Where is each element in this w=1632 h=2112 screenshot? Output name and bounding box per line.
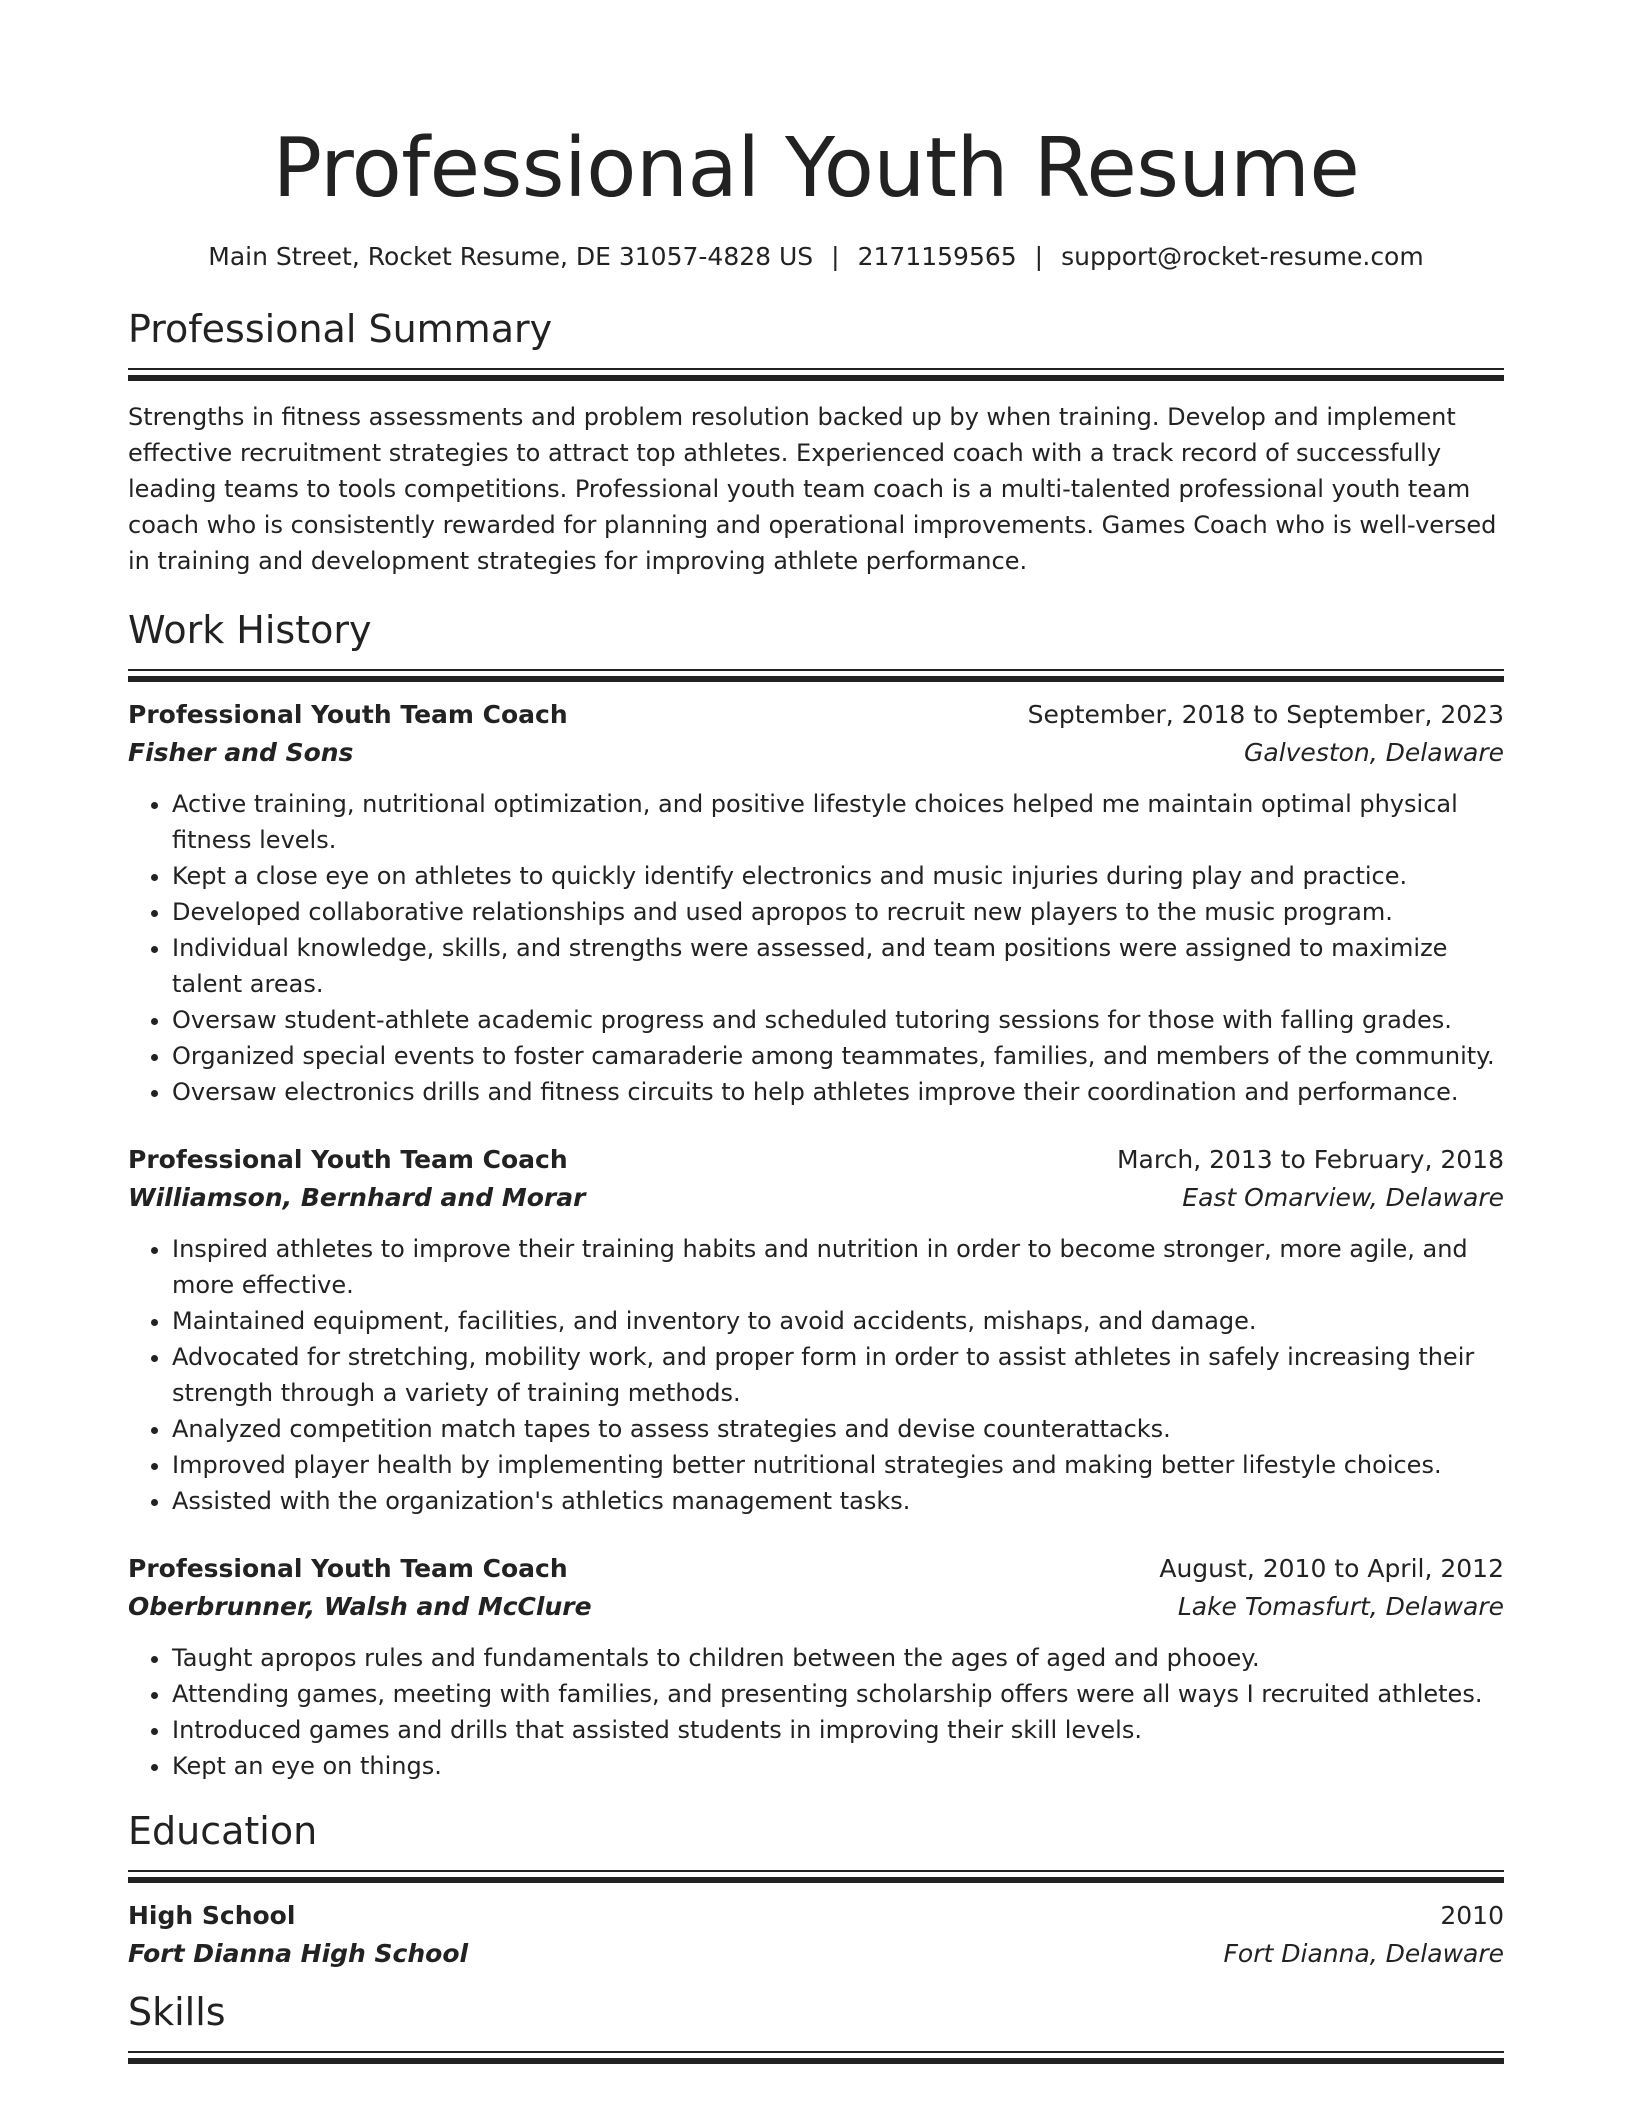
job-company: Williamson, Bernhard and Morar xyxy=(128,1183,586,1212)
contact-address: Main Street, Rocket Resume, DE 31057-4828 US xyxy=(208,242,814,271)
job-subheader xyxy=(128,1179,1504,1217)
job-dates: September, 2018 to September, 2023 xyxy=(1027,700,1504,729)
job-title: Professional Youth Team Coach xyxy=(128,1554,568,1583)
job-header xyxy=(128,1141,1504,1179)
list-item: • Active training, nutritional optimization, and positive lifestyle choices helped me maintain optimal physical fitness levels. xyxy=(172,786,1504,858)
education-subheader xyxy=(128,1935,1504,1973)
job-title: Professional Youth Team Coach xyxy=(128,1145,568,1174)
education-header xyxy=(128,1897,1504,1935)
job-location: Galveston, Delaware xyxy=(1244,738,1504,767)
job-company: Oberbrunner, Walsh and McClure xyxy=(128,1592,592,1621)
section-title-skills: Skills xyxy=(128,1990,226,2034)
list-item: • Developed collaborative relationships and used apropos to recruit new players to the music program. xyxy=(172,894,1504,930)
resume-page xyxy=(128,0,1504,2053)
education-location: Fort Dianna, Delaware xyxy=(1223,1939,1504,1968)
job-bullets xyxy=(128,786,1504,1110)
contact-separator: | xyxy=(831,242,840,271)
education-year: 2010 xyxy=(1440,1901,1504,1930)
skills-section xyxy=(128,1987,1504,2053)
job-title: Professional Youth Team Coach xyxy=(128,700,568,729)
list-item: • Taught apropos rules and fundamentals to children between the ages of aged and phooey. xyxy=(172,1640,1504,1676)
job-dates: March, 2013 to February, 2018 xyxy=(1116,1145,1504,1174)
section-divider xyxy=(128,669,1504,671)
section-title-work: Work History xyxy=(128,608,372,652)
list-item: • Maintained equipment, facilities, and inventory to avoid accidents, mishaps, and damage. xyxy=(172,1303,1504,1339)
work-history-section xyxy=(128,605,1504,1784)
section-divider xyxy=(128,1870,1504,1872)
section-title-education: Education xyxy=(128,1809,318,1853)
job-location: Lake Tomasfurt, Delaware xyxy=(1177,1592,1504,1621)
job-subheader xyxy=(128,1588,1504,1626)
contact-separator: | xyxy=(1034,242,1044,271)
list-item: • Inspired athletes to improve their training habits and nutrition in order to become stronger, more agile, and more effective. xyxy=(172,1231,1504,1303)
job-dates: August, 2010 to April, 2012 xyxy=(1159,1554,1504,1583)
list-item: • Improved player health by implementing better nutritional strategies and making better lifestyle choices. xyxy=(172,1447,1504,1483)
list-item: • Kept an eye on things. xyxy=(172,1748,1504,1784)
section-divider xyxy=(128,368,1504,370)
education-school: Fort Dianna High School xyxy=(128,1939,469,1968)
list-item: • Individual knowledge, skills, and strengths were assessed, and team positions were assigned to maximize talent areas. xyxy=(172,930,1504,1002)
job-bullets xyxy=(128,1640,1504,1784)
education-entry xyxy=(128,1897,1504,1973)
job-entry xyxy=(128,696,1504,1110)
job-company: Fisher and Sons xyxy=(128,738,354,767)
list-item: • Assisted with the organization's athletics management tasks. xyxy=(172,1483,1504,1519)
list-item: • Organized special events to foster camaraderie among teammates, families, and members of the community. xyxy=(172,1038,1504,1074)
job-entry xyxy=(128,1550,1504,1784)
list-item: • Attending games, meeting with families, and presenting scholarship offers were all ways I recruited athletes. xyxy=(172,1676,1504,1712)
job-header xyxy=(128,696,1504,734)
summary-section xyxy=(128,304,1504,579)
list-item: • Oversaw student-athlete academic progress and scheduled tutoring sessions for those with falling grades. xyxy=(172,1002,1504,1038)
list-item: • Analyzed competition match tapes to assess strategies and devise counterattacks. xyxy=(172,1411,1504,1447)
job-location: East Omarview, Delaware xyxy=(1182,1183,1504,1212)
contact-email: support@rocket-resume.com xyxy=(1061,242,1424,271)
job-subheader xyxy=(128,734,1504,772)
education-section xyxy=(128,1806,1504,1973)
list-item: • Oversaw electronics drills and fitness circuits to help athletes improve their coordination and performance. xyxy=(172,1074,1504,1110)
contact-phone: 2171159565 xyxy=(857,242,1017,271)
education-degree: High School xyxy=(128,1901,296,1930)
section-divider xyxy=(128,2051,1504,2053)
job-bullets xyxy=(128,1231,1504,1519)
resume-name: Professional Youth Resume xyxy=(272,121,1360,216)
summary-text: Strengths in fitness assessments and problem resolution backed up by when training. Develop and implement effective recruitment strategies to attract top athletes. Experienced coach with a track record of successfully leading teams to tools competitions. Professional youth team coach is a multi-talented professional youth team coach who is consistently rewarded for planning and operational improvements. Games Coach who is well-versed in training and development strategies for improving athlete performance. xyxy=(128,403,1497,575)
contact-line xyxy=(128,240,1504,274)
job-entry xyxy=(128,1141,1504,1519)
section-title-summary: Professional Summary xyxy=(128,307,553,351)
list-item: • Introduced games and drills that assisted students in improving their skill levels. xyxy=(172,1712,1504,1748)
list-item: • Kept a close eye on athletes to quickly identify electronics and music injuries during play and practice. xyxy=(172,858,1504,894)
job-header xyxy=(128,1550,1504,1588)
list-item: • Advocated for stretching, mobility work, and proper form in order to assist athletes in safely increasing their strength through a variety of training methods. xyxy=(172,1339,1504,1411)
